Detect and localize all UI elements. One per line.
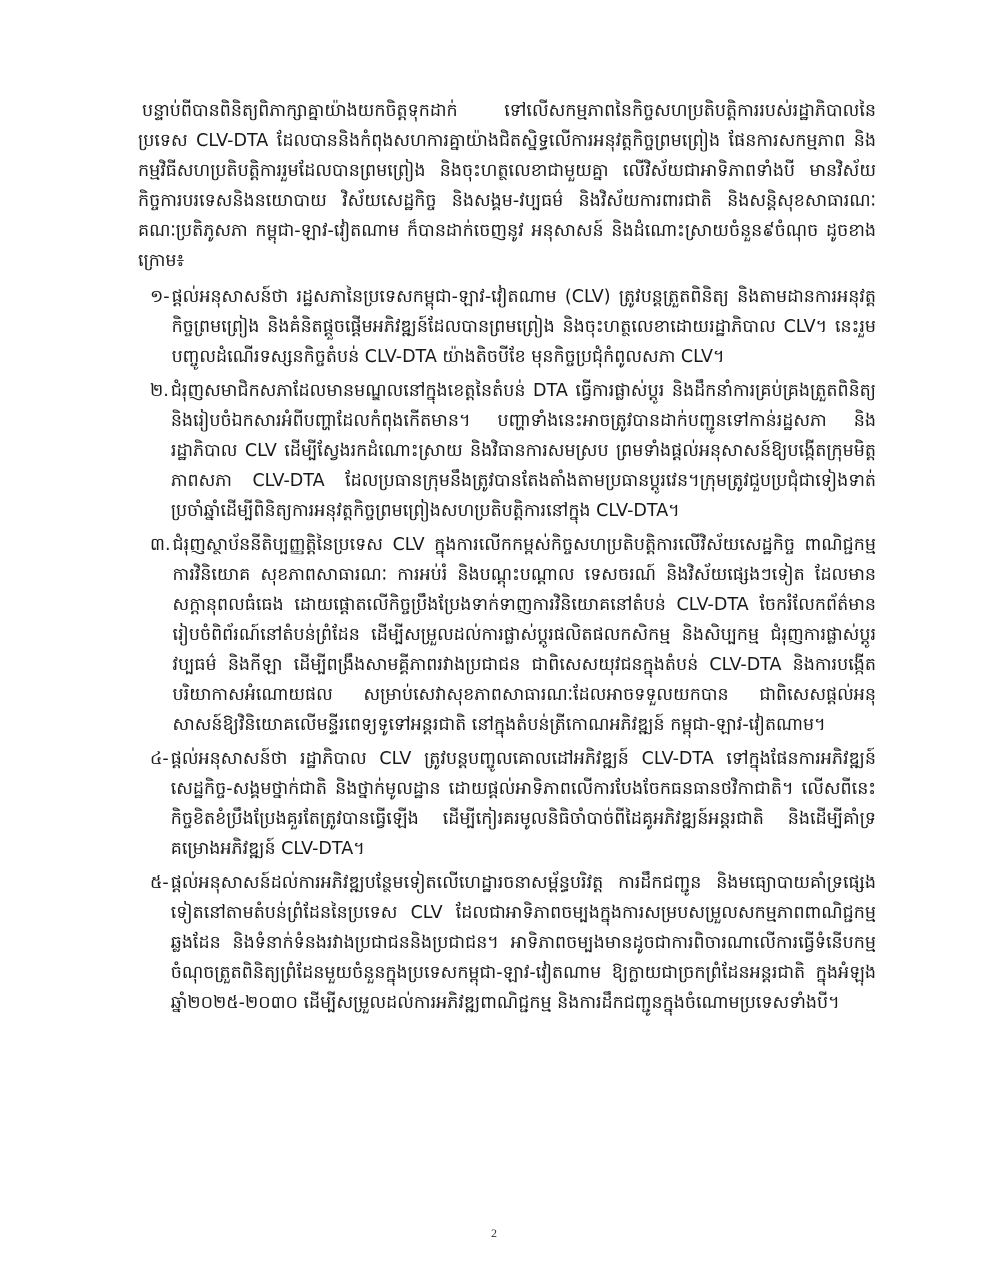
item-number: ៣. — [150, 535, 171, 555]
recommendation-item-5 — [150, 868, 876, 1018]
item-text: ផ្តល់អនុសាសន៍ថា រដ្ឋាភិបាល CLV ត្រូវបន្តបញ្ចូលគោលដៅអភិវឌ្ឍន៍ CLV-DTA ទៅក្នុងផែនការអភិវឌ្ឍន៍សេដ្ឋកិច្ច-សង្គមថ្នាក់ជាតិ និងថ្នាក់មូលដ្ឋាន ដោយផ្តល់អាទិភាពលើការបែងចែកធនធានថវិកាជាតិ។ លើសពីនេះ កិច្ចខិតខំប្រឹងប្រែងគួរតែត្រូវបានធ្វើឡើង ដើម្បីកៀរគរមូលនិធិចាំបាច់ពីដៃគូអភិវឌ្ឍន៍អន្តរជាតិ និងដើម្បីគាំទ្រគម្រោងអភិវឌ្ឍន៍ CLV-DTA។ — [170, 749, 876, 859]
page-number: 2 — [491, 1226, 497, 1240]
recommendation-item-1 — [150, 282, 876, 372]
recommendation-item-2 — [150, 376, 876, 526]
intro-paragraph: បន្ទាប់ពីបានពិនិត្យពិភាក្សាគ្នាយ៉ាងយកចិត្តទុកដាក់ ទៅលើសកម្មភាពនៃកិច្ចសហប្រតិបត្តិការរបស់រដ្ឋាភិបាលនៃប្រទេស CLV-DTA ដែលបាននិងកំពុងសហការគ្នាយ៉ាងជិតស្និទ្ធលើការអនុវត្តកិច្ចព្រមព្រៀង ផែនការសកម្មភាព និងកម្មវិធីសហប្រតិបត្តិការរួមដែលបានព្រមព្រៀង និងចុះហត្ថលេខាជាមួយគ្នា លើវិស័យជាអាទិភាពទាំងបី មានវិស័យកិច្ចការបរទេសនិងនយោបាយ វិស័យសេដ្ឋកិច្ច និងសង្គម-វប្បធម៌ និងវិស័យការពារជាតិ និងសន្តិសុខសាធារណៈ គណៈប្រតិភូសភា កម្ពុជា-ឡាវ-វៀតណាម ក៏បានដាក់ចេញនូវ អនុសាសន៍ និងដំណោះស្រាយចំនួន៩ចំណុច ដូចខាងក្រោម៖ — [138, 101, 876, 271]
recommendation-item-3 — [150, 530, 876, 740]
item-text: ជំរុញស្ថាប័ននីតិប្បញ្ញត្តិនៃប្រទេស CLV ក្នុងការលើកកម្ពស់កិច្ចសហប្រតិបត្តិការលើវិស័យសេដ្ឋកិច្ច ពាណិជ្ជកម្ម ការវិនិយោគ សុខភាពសាធារណៈ ការអប់រំ និងបណ្តុះបណ្តាល ទេសចរណ៍ និងវិស័យផ្សេងៗទៀត ដែលមានសក្តានុពលធំធេង ដោយផ្តោតលើកិច្ចប្រឹងប្រែងទាក់ទាញការវិនិយោគនៅតំបន់ CLV-DTA ចែករំលែកព័ត៌មាន រៀបចំពិព័រណ៍នៅតំបន់ព្រំដែន ដើម្បីសម្រួលដល់ការផ្លាស់ប្តូរផលិតផលកសិកម្ម និងសិប្បកម្ម ជំរុញការផ្លាស់ប្តូរវប្បធម៌ និងកីឡា ដើម្បីពង្រឹងសាមគ្គីភាពរវាងប្រជាជន ជាពិសេសយុវជនក្នុងតំបន់ CLV-DTA និងការបង្កើតបរិយាកាសអំណោយផល សម្រាប់សេវាសុខភាពសាធារណៈដែលអាចទទួលយកបាន ជាពិសេសផ្តល់អនុសាសន៍ឱ្យវិនិយោគលើមន្ទីរពេទ្យទូទៅអន្តរជាតិ នៅក្នុងតំបន់ត្រីកោណអភិវឌ្ឍន៍ កម្ពុជា-ឡាវ-វៀតណាម។ — [172, 535, 876, 735]
recommendation-item-4 — [150, 744, 876, 864]
item-number: ២. — [150, 381, 169, 401]
item-text: ផ្តល់អនុសាសន៍ដល់ការអភិវឌ្ឍបន្ថែមទៀតលើហេដ្ឋារចនាសម្ព័ន្ធបរិវត្ត ការដឹកជញ្ជូន និងមធ្យោបាយគាំទ្រផ្សេងទៀតនៅតាមតំបន់ព្រំដែននៃប្រទេស CLV ដែលជាអាទិភាពចម្បងក្នុងការសម្របសម្រួលសកម្មភាពពាណិជ្ជកម្មឆ្លងដែន និងទំនាក់ទំនងរវាងប្រជាជននិងប្រជាជន។ អាទិភាពចម្បងមានដូចជាការពិចារណាលើការធ្វើទំនើបកម្មចំណុចត្រួតពិនិត្យព្រំដែនមួយចំនួនក្នុងប្រទេសកម្ពុជា-ឡាវ-វៀតណាម ឱ្យក្លាយជាច្រកព្រំដែនអន្តរជាតិ ក្នុងអំឡុងឆ្នាំ២០២៥-២០៣០ ដើម្បីសម្រួលដល់ការអភិវឌ្ឍពាណិជ្ជកម្ម និងការដឹកជញ្ជូនក្នុងចំណោមប្រទេសទាំងបី។ — [170, 873, 876, 1013]
item-number: ៥- — [150, 873, 169, 893]
item-text: ផ្តល់អនុសាសន៍ថា រដ្ឋសភានៃប្រទេសកម្ពុជា-ឡាវ-វៀតណាម (CLV) ត្រូវបន្តត្រួតពិនិត្យ និងតាមដានការអនុវត្តកិច្ចព្រមព្រៀង និងគំនិតផ្តួចផ្តើមអភិវឌ្ឍន៍ដែលបានព្រមព្រៀង និងចុះហត្ថលេខាដោយរដ្ឋាភិបាល CLV។ នេះរួមបញ្ចូលដំណើរទស្សនកិច្ចតំបន់ CLV-DTA យ៉ាងតិចបីខែ មុនកិច្ចប្រជុំកំពូលសភា CLV។ — [171, 287, 876, 367]
item-number: ៤- — [150, 749, 169, 769]
item-text: ជំរុញសមាជិកសភាដែលមានមណ្ឌលនៅក្នុងខេត្តនៃតំបន់ DTA ធ្វើការផ្លាស់ប្តូរ និងដឹកនាំការគ្រប់គ្រងត្រួតពិនិត្យ និងរៀបចំឯកសារអំពីបញ្ហាដែលកំពុងកើតមាន។ បញ្ហាទាំងនេះអាចត្រូវបានដាក់បញ្ជូនទៅកាន់រដ្ឋសភា និងរដ្ឋាភិបាល CLV ដើម្បីស្វែងរកដំណោះស្រាយ និងវិធានការសមស្រប ព្រមទាំងផ្តល់អនុសាសន៍ឱ្យបង្កើតក្រុមមិត្តភាពសភា CLV-DTA ដែលប្រធានក្រុមនឹងត្រូវបានតែងតាំងតាមប្រធានប្តូរវេន។ក្រុមត្រូវជួបប្រជុំជាទៀងទាត់ប្រចាំឆ្នាំដើម្បីពិនិត្យការអនុវត្តកិច្ចព្រមព្រៀងសហប្រតិបត្តិការនៅក្នុង CLV-DTA។ — [170, 381, 876, 521]
item-number: ១- — [150, 287, 170, 307]
